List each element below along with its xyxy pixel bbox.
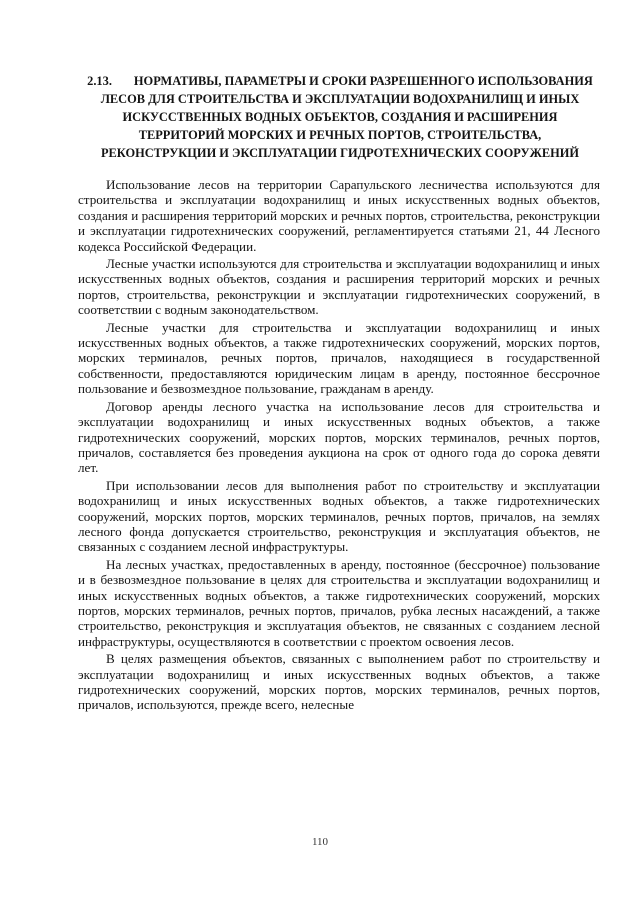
section-title: НОРМАТИВЫ, ПАРАМЕТРЫ И СРОКИ РАЗРЕШЕННОГО ИСПОЛЬЗОВАНИЯ ЛЕСОВ ДЛЯ СТРОИТЕЛЬСТВА И ЭКСПЛУАТАЦИИ ВОДОХРАНИЛИЩ И ИНЫХ ИСКУССТВЕННЫХ ВОДНЫХ ОБЪЕКТОВ, СОЗДАНИЯ И РАСШИРЕНИЯ ТЕРРИТОРИЙ МОРСКИХ И РЕЧНЫХ ПОРТОВ, СТРОИТЕЛЬСТВА, РЕКОНСТРУКЦИИ И ЭКСПЛУАТАЦИИ ГИДРОТЕХНИЧЕСКИХ СООРУЖЕНИЙ [100, 74, 593, 160]
paragraph: При использовании лесов для выполнения работ по строительству и эксплуатации водохранилищ и иных искусственных водных объектов, а также гидротехнических сооружений, морских портов, морских терминалов, речных портов, причалов, на землях лесного фонда допускается строительство, реконструкция и эксплуатация объектов, не связанных с созданием лесной инфраструктуры. [78, 477, 600, 555]
page-number: 110 [311, 836, 329, 848]
paragraph: Договор аренды лесного участка на использование лесов для строительства и эксплуатации водохранилищ и иных искусственных водных объектов, а также гидротехнических сооружений, морских портов, морских терминалов, речных портов, причалов, составляется без проведения аукциона на срок от одного года до сорока девяти лет. [78, 398, 600, 476]
paragraph: В целях размещения объектов, связанных с выполнением работ по строительству и эксплуатации водохранилищ и иных искусственных водных объектов, а также гидротехнических сооружений, морских портов, морских терминалов, речных портов, причалов, используются, прежде всего, нелесные [78, 651, 600, 713]
paragraph: На лесных участках, предоставленных в аренду, постоянное (бессрочное) пользование и в безвозмездное пользование в целях для строительства и эксплуатации водохранилищ и иных искусственных водных объектов, а также гидротехнических сооружений, морских портов, морских терминалов, речных портов, причалов, рубка лесных насаждений, а также строительство, реконструкция и эксплуатация объектов, не связанных с созданием лесной инфраструктуры, осуществляются в соответствии с проектом освоения лесов. [78, 556, 600, 649]
paragraph: Использование лесов на территории Сарапульского лесничества используются для строительства и эксплуатации водохранилищ и иных искусственных водных объектов, создания и расширения территорий морских и речных портов, строительства, реконструкции и эксплуатации гидротехнических сооружений, регламентируется статьями 21, 44 Лесного кодекса Российской Федерации. [78, 177, 600, 254]
paragraph: Лесные участки используются для строительства и эксплуатации водохранилищ и иных искусственных водных объектов, создания и расширения территорий морских и речных портов, строительства, реконструкции и эксплуатации гидротехнических сооружений, в соответствии с водным законодательством. [78, 256, 600, 318]
section-number: 2.13. [87, 74, 112, 88]
section-heading [80, 72, 600, 162]
paragraph: Лесные участки для строительства и эксплуатации водохранилищ и иных искусственных водных объектов, а также гидротехнических сооружений, морских портов, морских терминалов, речных портов, причалов, находящиеся в государственной собственности, предоставляются юридическим лицам в аренду, постоянное бессрочное пользование и безвозмездное пользование, гражданам в аренду. [78, 319, 600, 397]
document-body [78, 177, 600, 715]
